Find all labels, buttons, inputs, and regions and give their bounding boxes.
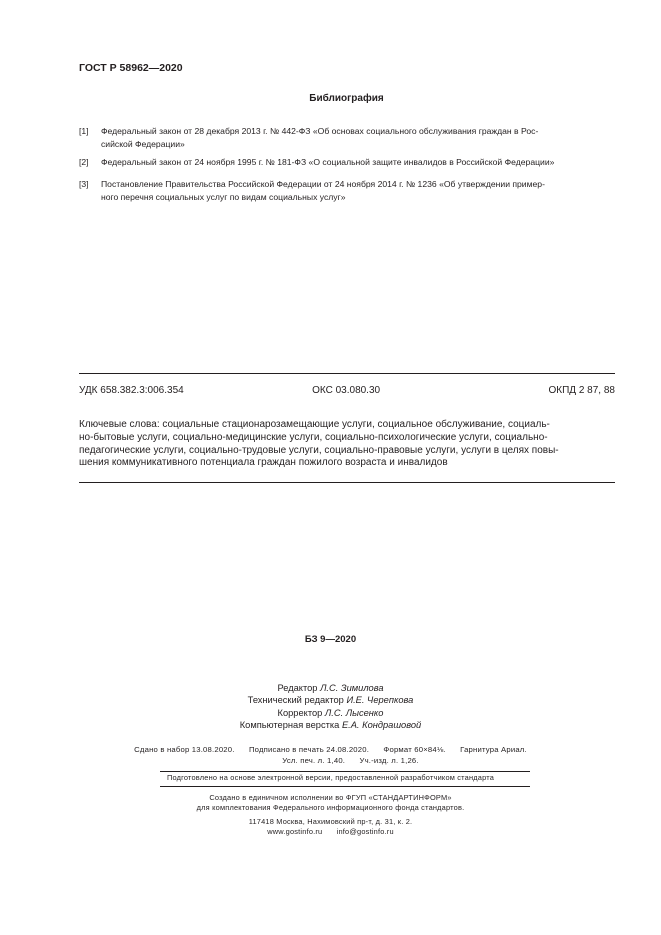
divider bbox=[79, 373, 615, 374]
ref-number: [1] bbox=[79, 126, 89, 136]
publisher-line: для комплектования Федерального информационного фонда стандартов. bbox=[196, 803, 465, 813]
staff-role: Компьютерная верстка bbox=[239, 720, 340, 731]
ref-text-line: Постановление Правительства Российской Федерации от 24 ноября 2014 г. № 1236 «Об утверждении пример- bbox=[101, 179, 545, 189]
ref-text-line: ного перечня социальных услуг по видам социальных услуг» bbox=[101, 191, 346, 202]
staff-role: Редактор bbox=[277, 683, 318, 693]
print-info-line bbox=[0, 755, 661, 766]
ref-text-line: сийской Федерации» bbox=[101, 138, 185, 149]
keywords-line: Ключевые слова: социальные стационарозамещающие услуги, социальное обслуживание, социаль- bbox=[79, 419, 550, 430]
staff-role: Корректор bbox=[277, 707, 323, 718]
divider bbox=[79, 482, 615, 483]
ref-text-line: Федеральный закон от 24 ноября 1995 г. № 181-ФЗ «О социальной защите инвалидов в Российской Федерации» bbox=[101, 157, 555, 167]
publisher-line: Создано в единичном исполнении во ФГУП «СТАНДАРТИНФОРМ» bbox=[209, 793, 452, 802]
staff-name: И.Е. Черепкова bbox=[346, 695, 414, 706]
oks-code: ОКС 03.080.30 bbox=[312, 385, 381, 396]
ref-number: [2] bbox=[79, 157, 89, 167]
bibliography-ref bbox=[79, 156, 619, 169]
staff-name: Л.С. Лысенко bbox=[324, 707, 384, 718]
keywords-line: шения коммуникативного потенциала граждан пожилого возраста и инвалидов bbox=[79, 457, 448, 469]
keywords-line: педагогические услуги, социально-трудовые услуги, социально-правовые услуги, услуги в целях повы- bbox=[79, 444, 559, 456]
website-link[interactable]: www.gostinfo.ru bbox=[267, 827, 323, 837]
bibliography-ref bbox=[79, 125, 619, 150]
print-info-item: Сдано в набор 13.08.2020. bbox=[134, 745, 235, 754]
staff-list bbox=[0, 682, 661, 732]
print-info-item: Формат 60×84⅛. bbox=[383, 745, 446, 754]
contact-info bbox=[0, 817, 661, 837]
staff-line bbox=[0, 719, 661, 731]
divider bbox=[160, 786, 530, 787]
staff-name: Е.А. Кондрашовой bbox=[341, 720, 422, 731]
staff-line bbox=[0, 694, 661, 706]
prepared-note: Подготовлено на основе электронной версии, предоставленной разработчиком стандарта bbox=[166, 773, 495, 782]
print-info-item: Усл. печ. л. 1,40. bbox=[282, 756, 346, 765]
divider bbox=[160, 771, 530, 772]
staff-name: Л.С. Зимилова bbox=[320, 683, 384, 693]
staff-role: Технический редактор bbox=[247, 695, 344, 706]
address: 117418 Москва, Нахимовский пр-т, д. 31, к. 2. bbox=[248, 817, 413, 826]
ref-text-line: Федеральный закон от 28 декабря 2013 г. № 442-ФЗ «Об основах социального обслуживания граждан в Рос- bbox=[101, 126, 539, 136]
staff-line bbox=[0, 707, 661, 719]
print-info-item: Уч.-изд. л. 1,26. bbox=[359, 756, 419, 765]
bibliography-ref bbox=[79, 178, 619, 203]
print-info-item: Гарнитура Ариал. bbox=[460, 745, 527, 754]
udk-code: УДК 658.382.3:006.354 bbox=[79, 385, 184, 396]
bibliography-title: Библиография bbox=[309, 93, 384, 104]
document-code: ГОСТ Р 58962—2020 bbox=[79, 62, 183, 74]
bz-number: БЗ 9—2020 bbox=[304, 634, 357, 645]
ref-number: [3] bbox=[79, 179, 89, 189]
publisher-info bbox=[0, 793, 661, 813]
staff-line bbox=[0, 682, 661, 694]
contact-links bbox=[0, 827, 661, 837]
okpd-code: ОКПД 2 87, 88 bbox=[548, 385, 615, 396]
print-info-item: Подписано в печать 24.08.2020. bbox=[248, 745, 370, 754]
keywords-line: но-бытовые услуги, социально-медицинские услуги, социально-психологические услуги, социально- bbox=[79, 431, 548, 443]
classification-row bbox=[79, 385, 615, 396]
print-info bbox=[0, 744, 661, 766]
keywords-block bbox=[79, 419, 617, 470]
print-info-line bbox=[0, 744, 661, 755]
email-link[interactable]: info@gostinfo.ru bbox=[336, 827, 394, 837]
